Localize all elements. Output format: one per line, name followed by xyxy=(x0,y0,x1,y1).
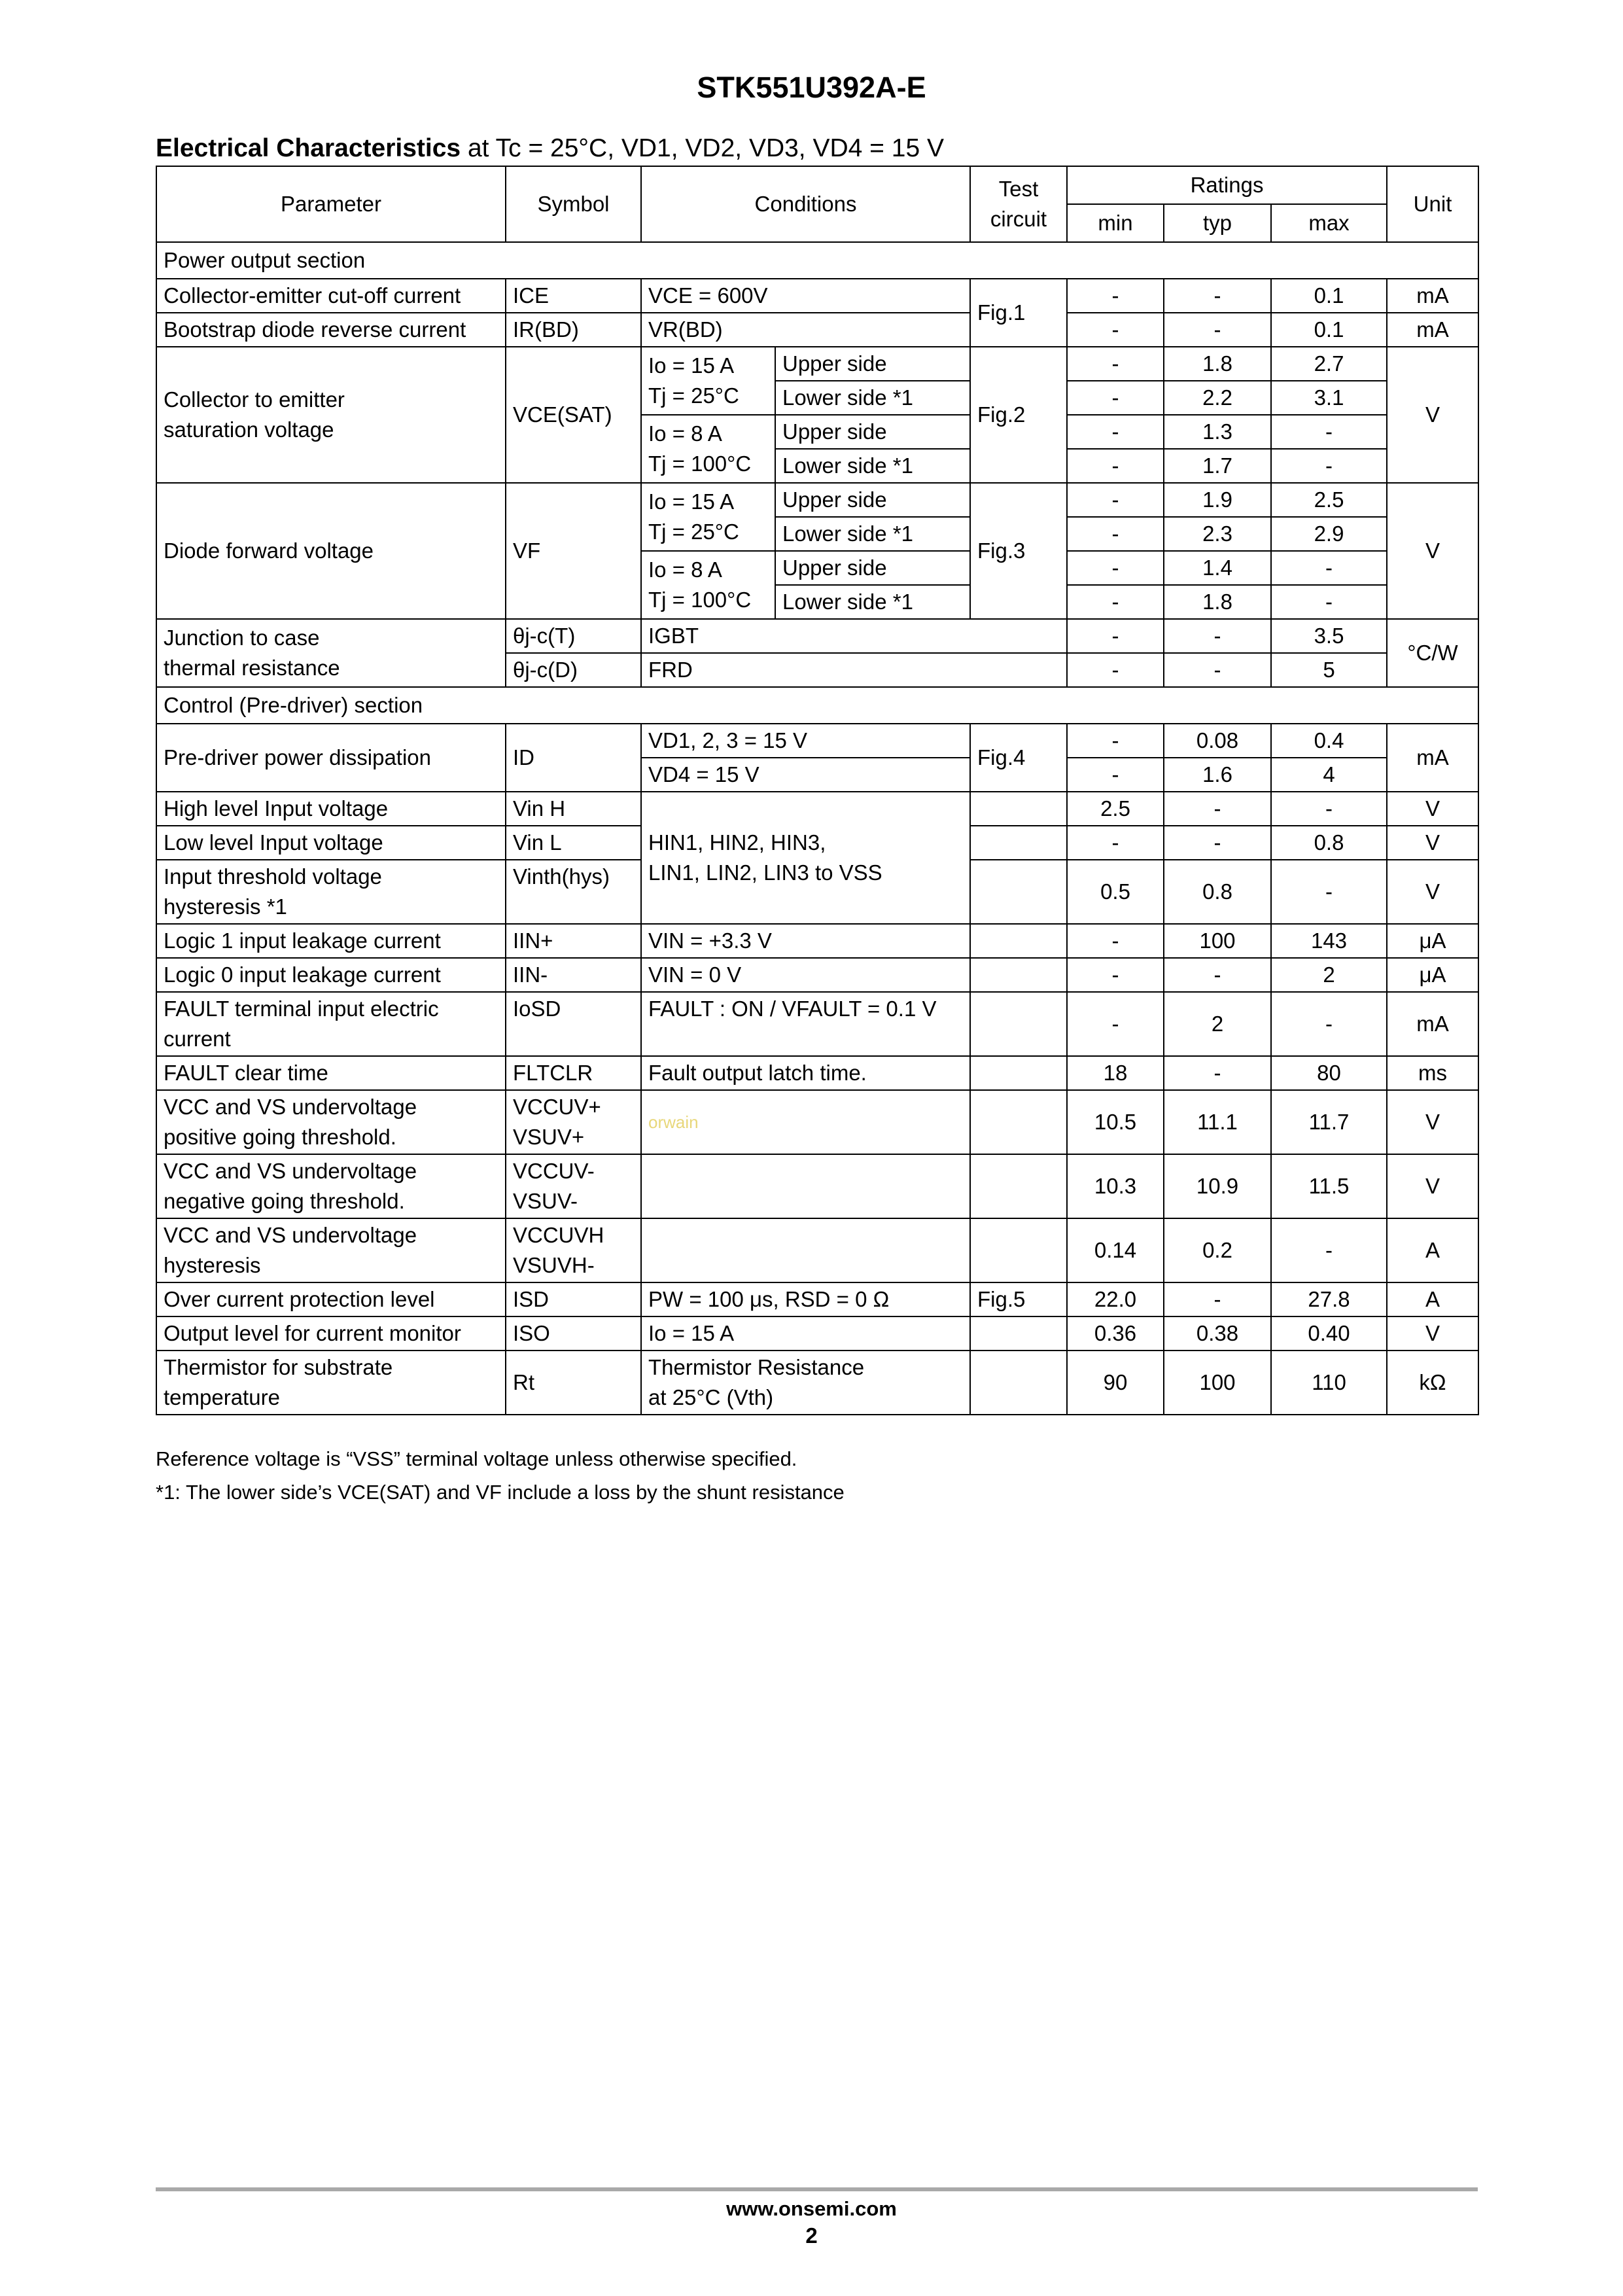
min-cell: - xyxy=(1067,279,1164,313)
condition-cell: VD4 = 15 V xyxy=(641,758,970,792)
min-cell: - xyxy=(1067,826,1164,860)
test-circuit-cell xyxy=(970,1218,1067,1282)
symbol-cell: IoSD xyxy=(506,992,641,1056)
min-cell: - xyxy=(1067,415,1164,449)
param-cell: Logic 0 input leakage current xyxy=(156,958,506,992)
condition-cell xyxy=(641,792,970,924)
typ-cell: - xyxy=(1164,826,1271,860)
param-line: Input threshold voltage xyxy=(164,864,382,889)
unit-cell: mA xyxy=(1387,313,1478,347)
table-row xyxy=(156,724,1478,758)
header-min: min xyxy=(1067,204,1164,242)
table-row xyxy=(156,279,1478,313)
test-circuit-cell: Fig.4 xyxy=(970,724,1067,792)
condition-line: Tj = 100°C xyxy=(648,451,752,476)
param-cell: Logic 1 input leakage current xyxy=(156,924,506,958)
test-circuit-cell xyxy=(970,1056,1067,1090)
header-row xyxy=(156,166,1478,204)
max-cell: 27.8 xyxy=(1271,1282,1387,1316)
max-cell: 110 xyxy=(1271,1351,1387,1415)
symbol-line: VSUV- xyxy=(513,1189,578,1213)
param-line: temperature xyxy=(164,1385,280,1409)
unit-cell: V xyxy=(1387,860,1478,924)
test-circuit-cell xyxy=(970,924,1067,958)
param-line: Collector to emitter xyxy=(164,387,345,412)
unit-cell: V xyxy=(1387,483,1478,619)
symbol-cell: θj-c(T) xyxy=(506,619,641,653)
typ-cell: 2.2 xyxy=(1164,381,1271,415)
test-circuit-cell: Fig.2 xyxy=(970,347,1067,483)
max-cell: 5 xyxy=(1271,653,1387,687)
symbol-cell: Vinth(hys) xyxy=(506,860,641,924)
min-cell: - xyxy=(1067,551,1164,585)
test-circuit-cell xyxy=(970,1351,1067,1415)
max-cell: 2.9 xyxy=(1271,517,1387,551)
symbol-cell: IIN+ xyxy=(506,924,641,958)
param-cell: Pre-driver power dissipation xyxy=(156,724,506,792)
condition-cell: Fault output latch time. xyxy=(641,1056,970,1090)
max-cell: 2 xyxy=(1271,958,1387,992)
param-cell xyxy=(156,1090,506,1154)
typ-cell: 1.4 xyxy=(1164,551,1271,585)
condition-cell xyxy=(641,551,775,619)
param-line: positive going threshold. xyxy=(164,1125,396,1149)
max-cell: 2.5 xyxy=(1271,483,1387,517)
unit-cell: mA xyxy=(1387,279,1478,313)
footnote-shunt-loss: *1: The lower side’s VCE(SAT) and VF include a loss by the shunt resistance xyxy=(156,1481,845,1504)
param-cell xyxy=(156,347,506,483)
param-cell xyxy=(156,1154,506,1218)
max-cell: - xyxy=(1271,1218,1387,1282)
unit-cell: kΩ xyxy=(1387,1351,1478,1415)
param-line: current xyxy=(164,1027,231,1051)
max-cell: 4 xyxy=(1271,758,1387,792)
max-cell: 11.5 xyxy=(1271,1154,1387,1218)
condition-cell xyxy=(641,1351,970,1415)
min-cell: - xyxy=(1067,313,1164,347)
param-line: FAULT terminal input electric xyxy=(164,997,439,1021)
unit-cell: mA xyxy=(1387,724,1478,792)
test-circuit-cell xyxy=(970,1316,1067,1351)
symbol-line: VCCUV- xyxy=(513,1159,595,1183)
condition-line: Tj = 25°C xyxy=(648,383,739,408)
unit-cell: V xyxy=(1387,826,1478,860)
section-title-power: Power output section xyxy=(156,242,1478,279)
param-cell xyxy=(156,1351,506,1415)
min-cell: 0.14 xyxy=(1067,1218,1164,1282)
symbol-cell xyxy=(506,1154,641,1218)
table-row xyxy=(156,1056,1478,1090)
param-line: thermal resistance xyxy=(164,656,340,680)
section-title-control: Control (Pre-driver) section xyxy=(156,687,1478,724)
max-cell: 143 xyxy=(1271,924,1387,958)
condition-cell xyxy=(641,347,775,415)
condition-line: at 25°C (Vth) xyxy=(648,1385,774,1409)
max-cell: - xyxy=(1271,415,1387,449)
header-parameter: Parameter xyxy=(156,166,506,242)
typ-cell: - xyxy=(1164,792,1271,826)
condition-line: LIN1, LIN2, LIN3 to VSS xyxy=(648,860,882,885)
typ-cell: 100 xyxy=(1164,924,1271,958)
typ-cell: 11.1 xyxy=(1164,1090,1271,1154)
symbol-cell: ICE xyxy=(506,279,641,313)
table-row xyxy=(156,924,1478,958)
section-row-power xyxy=(156,242,1478,279)
typ-cell: - xyxy=(1164,279,1271,313)
condition-cell: PW = 100 μs, RSD = 0 Ω xyxy=(641,1282,970,1316)
unit-cell: V xyxy=(1387,792,1478,826)
symbol-cell xyxy=(506,1090,641,1154)
side-cell: Upper side xyxy=(775,551,970,585)
typ-cell: 2.3 xyxy=(1164,517,1271,551)
heading-conditions: at Tc = 25°C, VD1, VD2, VD3, VD4 = 15 V xyxy=(467,134,945,162)
condition-cell: Io = 15 A xyxy=(641,1316,970,1351)
max-cell: 2.7 xyxy=(1271,347,1387,381)
max-cell: - xyxy=(1271,860,1387,924)
side-cell: Upper side xyxy=(775,347,970,381)
min-cell: - xyxy=(1067,724,1164,758)
unit-cell: mA xyxy=(1387,992,1478,1056)
symbol-cell: ISD xyxy=(506,1282,641,1316)
watermark-cell: orwain xyxy=(641,1090,970,1154)
symbol-cell xyxy=(506,1218,641,1282)
param-line: VCC and VS undervoltage xyxy=(164,1095,417,1119)
table-row xyxy=(156,619,1478,653)
min-cell: - xyxy=(1067,758,1164,792)
side-cell: Upper side xyxy=(775,415,970,449)
table-row xyxy=(156,1218,1478,1282)
header-conditions: Conditions xyxy=(641,166,970,242)
param-line: Thermistor for substrate xyxy=(164,1355,393,1379)
side-cell: Upper side xyxy=(775,483,970,517)
typ-cell: - xyxy=(1164,958,1271,992)
side-cell: Lower side *1 xyxy=(775,585,970,619)
test-circuit-cell: Fig.3 xyxy=(970,483,1067,619)
condition-line: Thermistor Resistance xyxy=(648,1355,865,1379)
min-cell: 10.3 xyxy=(1067,1154,1164,1218)
param-line: Junction to case xyxy=(164,626,320,650)
symbol-cell: ISO xyxy=(506,1316,641,1351)
unit-cell: μA xyxy=(1387,958,1478,992)
param-line: hysteresis xyxy=(164,1253,261,1277)
test-circuit-cell: Fig.5 xyxy=(970,1282,1067,1316)
side-cell: Lower side *1 xyxy=(775,449,970,483)
typ-cell: 0.38 xyxy=(1164,1316,1271,1351)
unit-cell: ms xyxy=(1387,1056,1478,1090)
test-circuit-cell xyxy=(970,1090,1067,1154)
side-cell: Lower side *1 xyxy=(775,381,970,415)
condition-cell: VIN = +3.3 V xyxy=(641,924,970,958)
condition-cell xyxy=(641,415,775,483)
max-cell: 0.4 xyxy=(1271,724,1387,758)
typ-cell: - xyxy=(1164,1056,1271,1090)
typ-cell: 0.08 xyxy=(1164,724,1271,758)
condition-cell: VR(BD) xyxy=(641,313,970,347)
param-cell xyxy=(156,1218,506,1282)
param-line: saturation voltage xyxy=(164,417,334,442)
condition-cell xyxy=(641,483,775,551)
max-cell: 3.1 xyxy=(1271,381,1387,415)
table-row xyxy=(156,1282,1478,1316)
max-cell: 0.8 xyxy=(1271,826,1387,860)
param-cell: Bootstrap diode reverse current xyxy=(156,313,506,347)
max-cell: 80 xyxy=(1271,1056,1387,1090)
electrical-characteristics-table xyxy=(156,166,1479,1415)
symbol-line: VCCUV+ xyxy=(513,1095,601,1119)
condition-line: Io = 8 A xyxy=(648,421,722,446)
test-circuit-cell: Fig.1 xyxy=(970,279,1067,347)
symbol-cell: VF xyxy=(506,483,641,619)
max-cell: - xyxy=(1271,449,1387,483)
unit-cell: V xyxy=(1387,1316,1478,1351)
condition-cell: FRD xyxy=(641,653,1067,687)
typ-cell: 1.7 xyxy=(1164,449,1271,483)
param-cell xyxy=(156,992,506,1056)
typ-cell: 0.2 xyxy=(1164,1218,1271,1282)
unit-cell: V xyxy=(1387,347,1478,483)
header-typ: typ xyxy=(1164,204,1271,242)
section-row-control xyxy=(156,687,1478,724)
unit-cell: μA xyxy=(1387,924,1478,958)
test-circuit-cell xyxy=(970,826,1067,860)
min-cell: - xyxy=(1067,483,1164,517)
min-cell: - xyxy=(1067,992,1164,1056)
param-line: VCC and VS undervoltage xyxy=(164,1159,417,1183)
condition-line: Io = 8 A xyxy=(648,557,722,582)
condition-cell: VD1, 2, 3 = 15 V xyxy=(641,724,970,758)
test-circuit-cell xyxy=(970,1154,1067,1218)
max-cell: - xyxy=(1271,792,1387,826)
min-cell: 90 xyxy=(1067,1351,1164,1415)
test-circuit-cell xyxy=(970,992,1067,1056)
min-cell: - xyxy=(1067,449,1164,483)
document-title: STK551U392A-E xyxy=(697,71,926,104)
condition-line: HIN1, HIN2, HIN3, xyxy=(648,830,826,855)
param-cell: Over current protection level xyxy=(156,1282,506,1316)
min-cell: 18 xyxy=(1067,1056,1164,1090)
section-heading xyxy=(156,134,944,163)
condition-line: Io = 15 A xyxy=(648,353,735,378)
max-cell: 0.1 xyxy=(1271,313,1387,347)
symbol-line: VSUVH- xyxy=(513,1253,595,1277)
unit-cell: V xyxy=(1387,1154,1478,1218)
min-cell: 2.5 xyxy=(1067,792,1164,826)
param-line: negative going threshold. xyxy=(164,1189,405,1213)
footer-website-link[interactable]: www.onsemi.com xyxy=(726,2197,897,2220)
table-row xyxy=(156,1090,1478,1154)
table-row xyxy=(156,992,1478,1056)
min-cell: - xyxy=(1067,381,1164,415)
param-cell: FAULT clear time xyxy=(156,1056,506,1090)
condition-cell xyxy=(641,1154,970,1218)
condition-cell: IGBT xyxy=(641,619,1067,653)
symbol-line: VCCUVH xyxy=(513,1223,604,1247)
side-cell: Lower side *1 xyxy=(775,517,970,551)
page-number: 2 xyxy=(805,2223,818,2248)
table-row xyxy=(156,1316,1478,1351)
max-cell: - xyxy=(1271,992,1387,1056)
param-line: hysteresis *1 xyxy=(164,894,287,919)
table-row xyxy=(156,958,1478,992)
unit-cell: °C/W xyxy=(1387,619,1478,687)
param-cell: Low level Input voltage xyxy=(156,826,506,860)
min-cell: 22.0 xyxy=(1067,1282,1164,1316)
condition-line: Io = 15 A xyxy=(648,489,735,514)
header-max: max xyxy=(1271,204,1387,242)
max-cell: 3.5 xyxy=(1271,619,1387,653)
table-row xyxy=(156,792,1478,826)
typ-cell: 1.8 xyxy=(1164,585,1271,619)
symbol-cell: Vin H xyxy=(506,792,641,826)
table-row xyxy=(156,1154,1478,1218)
param-cell: Collector-emitter cut-off current xyxy=(156,279,506,313)
min-cell: 10.5 xyxy=(1067,1090,1164,1154)
header-symbol: Symbol xyxy=(506,166,641,242)
typ-cell: 0.8 xyxy=(1164,860,1271,924)
min-cell: - xyxy=(1067,653,1164,687)
typ-cell: - xyxy=(1164,619,1271,653)
min-cell: 0.5 xyxy=(1067,860,1164,924)
typ-cell: - xyxy=(1164,313,1271,347)
min-cell: 0.36 xyxy=(1067,1316,1164,1351)
symbol-cell: VCE(SAT) xyxy=(506,347,641,483)
header-ratings: Ratings xyxy=(1067,166,1387,204)
symbol-cell: Rt xyxy=(506,1351,641,1415)
header-test-circuit xyxy=(970,166,1067,242)
condition-cell: VIN = 0 V xyxy=(641,958,970,992)
typ-cell: 1.6 xyxy=(1164,758,1271,792)
typ-cell: 100 xyxy=(1164,1351,1271,1415)
symbol-cell: IR(BD) xyxy=(506,313,641,347)
unit-cell: A xyxy=(1387,1218,1478,1282)
condition-cell: FAULT : ON / VFAULT = 0.1 V xyxy=(641,992,970,1056)
symbol-cell: Vin L xyxy=(506,826,641,860)
header-unit: Unit xyxy=(1387,166,1478,242)
symbol-line: VSUV+ xyxy=(513,1125,585,1149)
max-cell: 0.1 xyxy=(1271,279,1387,313)
unit-cell: V xyxy=(1387,1090,1478,1154)
table-row xyxy=(156,483,1478,517)
typ-cell: 1.3 xyxy=(1164,415,1271,449)
table-row xyxy=(156,313,1478,347)
footnote-reference-voltage: Reference voltage is “VSS” terminal voltage unless otherwise specified. xyxy=(156,1447,797,1470)
max-cell: - xyxy=(1271,585,1387,619)
max-cell: 11.7 xyxy=(1271,1090,1387,1154)
table-row xyxy=(156,347,1478,381)
condition-line: Tj = 25°C xyxy=(648,520,739,544)
unit-cell: A xyxy=(1387,1282,1478,1316)
symbol-cell: FLTCLR xyxy=(506,1056,641,1090)
condition-cell xyxy=(641,1218,970,1282)
test-circuit-cell xyxy=(970,958,1067,992)
min-cell: - xyxy=(1067,517,1164,551)
min-cell: - xyxy=(1067,585,1164,619)
symbol-cell: ID xyxy=(506,724,641,792)
symbol-cell: θj-c(D) xyxy=(506,653,641,687)
min-cell: - xyxy=(1067,958,1164,992)
typ-cell: 10.9 xyxy=(1164,1154,1271,1218)
param-cell: High level Input voltage xyxy=(156,792,506,826)
footer-divider xyxy=(156,2187,1478,2191)
test-circuit-cell xyxy=(970,860,1067,924)
min-cell: - xyxy=(1067,619,1164,653)
header-test-circuit-line2: circuit xyxy=(990,207,1047,231)
header-test-circuit-line1: Test xyxy=(998,177,1039,201)
heading-title: Electrical Characteristics xyxy=(156,134,461,162)
typ-cell: 1.9 xyxy=(1164,483,1271,517)
condition-line: Tj = 100°C xyxy=(648,588,752,612)
param-line: VCC and VS undervoltage xyxy=(164,1223,417,1247)
param-cell: Diode forward voltage xyxy=(156,483,506,619)
param-cell xyxy=(156,860,506,924)
typ-cell: - xyxy=(1164,1282,1271,1316)
max-cell: - xyxy=(1271,551,1387,585)
typ-cell: - xyxy=(1164,653,1271,687)
param-cell xyxy=(156,619,506,687)
condition-cell: VCE = 600V xyxy=(641,279,970,313)
table-row xyxy=(156,1351,1478,1415)
typ-cell: 1.8 xyxy=(1164,347,1271,381)
typ-cell: 2 xyxy=(1164,992,1271,1056)
param-cell: Output level for current monitor xyxy=(156,1316,506,1351)
symbol-cell: IIN- xyxy=(506,958,641,992)
test-circuit-cell xyxy=(970,792,1067,826)
min-cell: - xyxy=(1067,924,1164,958)
min-cell: - xyxy=(1067,347,1164,381)
max-cell: 0.40 xyxy=(1271,1316,1387,1351)
